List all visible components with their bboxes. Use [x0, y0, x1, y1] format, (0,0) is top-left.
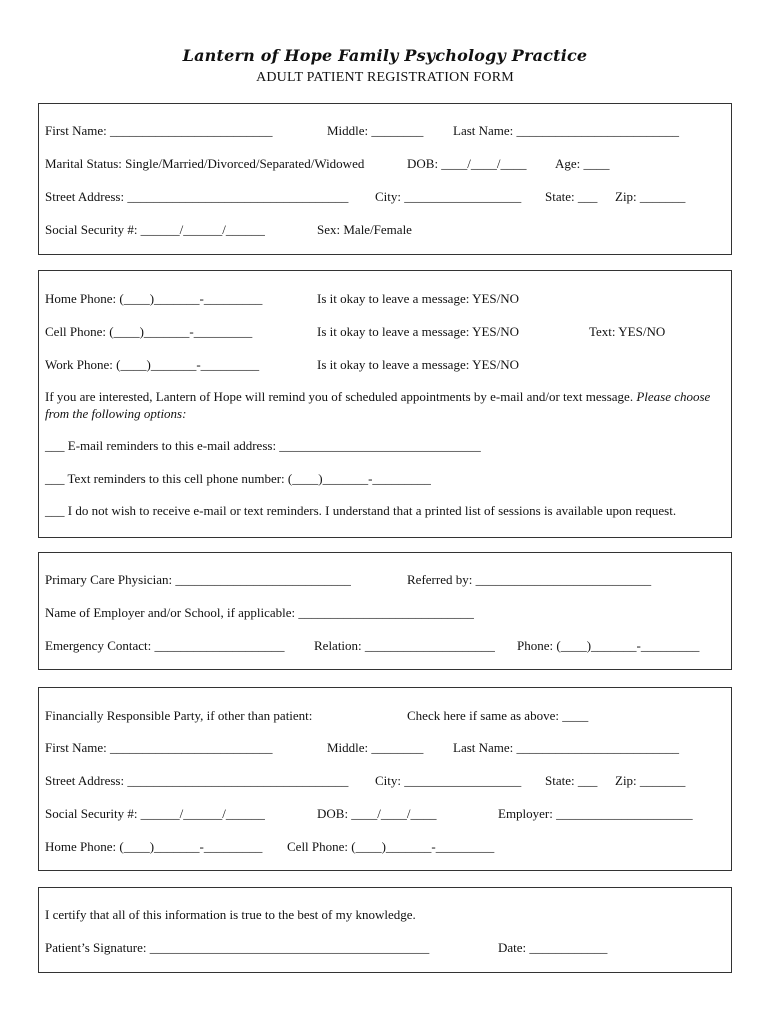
signature-date-field[interactable]: Date: ____________ [498, 940, 608, 955]
financial-middle-name-field[interactable]: Middle: ________ [327, 740, 424, 755]
financial-home-phone-field[interactable]: Home Phone: (____)_______-_________ [45, 839, 263, 854]
city-field[interactable]: City: __________________ [375, 189, 522, 204]
first-name-field[interactable]: First Name: _________________________ [45, 123, 273, 138]
street-address-field[interactable]: Street Address: __________________________________ [45, 189, 349, 204]
reminder-intro [45, 388, 717, 422]
financial-state-field[interactable]: State: ___ [545, 773, 598, 788]
age-field[interactable]: Age: ____ [555, 156, 610, 171]
text-reminder-option[interactable]: ___ Text reminders to this cell phone number: (____)_______-_________ [45, 471, 431, 486]
employer-school-field[interactable]: Name of Employer and/or School, if applicable: ___________________________ [45, 605, 474, 620]
financial-street-field[interactable]: Street Address: __________________________________ [45, 773, 349, 788]
financial-last-name-field[interactable]: Last Name: _________________________ [453, 740, 680, 755]
financial-dob-field[interactable]: DOB: ____/____/____ [317, 806, 437, 821]
home-phone-field[interactable]: Home Phone: (____)_______-_________ [45, 291, 263, 306]
zip-field[interactable]: Zip: _______ [615, 189, 686, 204]
same-as-above-checkbox[interactable]: Check here if same as above: ____ [407, 708, 589, 723]
cell-message-option[interactable]: Is it okay to leave a message: YES/NO [317, 324, 520, 339]
reminder-intro-text: If you are interested, Lantern of Hope will remind you of scheduled appointments by e-mail and/or text message. [45, 389, 634, 404]
financial-first-name-field[interactable]: First Name: _________________________ [45, 740, 273, 755]
financial-cell-phone-field[interactable]: Cell Phone: (____)_______-_________ [287, 839, 495, 854]
last-name-field[interactable]: Last Name: _________________________ [453, 123, 680, 138]
email-reminder-option[interactable]: ___ E-mail reminders to this e-mail address: _______________________________ [45, 438, 481, 453]
physician-field[interactable]: Primary Care Physician: ___________________________ [45, 572, 351, 587]
certification-section [38, 887, 732, 973]
marital-status-field[interactable]: Marital Status: Single/Married/Divorced/Separated/Widowed [45, 156, 365, 171]
practice-name: Lantern of Hope Family Psychology Practice [182, 46, 588, 65]
financial-city-field[interactable]: City: __________________ [375, 773, 522, 788]
ssn-field[interactable]: Social Security #: ______/______/______ [45, 222, 265, 237]
patient-info-section [38, 103, 732, 255]
sex-field[interactable]: Sex: Male/Female [317, 222, 412, 237]
home-message-option[interactable]: Is it okay to leave a message: YES/NO [317, 291, 520, 306]
certification-statement: I certify that all of this information is true to the best of my knowledge. [45, 907, 416, 922]
contact-section [38, 270, 732, 538]
cell-phone-field[interactable]: Cell Phone: (____)_______-_________ [45, 324, 253, 339]
state-field[interactable]: State: ___ [545, 189, 598, 204]
responsible-party-label: Financially Responsible Party, if other than patient: [45, 708, 313, 723]
referred-by-field[interactable]: Referred by: ___________________________ [407, 572, 652, 587]
middle-name-field[interactable]: Middle: ________ [327, 123, 424, 138]
emergency-contact-field[interactable]: Emergency Contact: ____________________ [45, 638, 285, 653]
work-message-option[interactable]: Is it okay to leave a message: YES/NO [317, 357, 520, 372]
no-reminder-option[interactable]: ___ I do not wish to receive e-mail or text reminders. I understand that a printed list of sessions is available upon request. [45, 503, 677, 518]
financial-zip-field[interactable]: Zip: _______ [615, 773, 686, 788]
cell-text-option[interactable]: Text: YES/NO [589, 324, 666, 339]
relation-field[interactable]: Relation: ____________________ [314, 638, 495, 653]
work-phone-field[interactable]: Work Phone: (____)_______-_________ [45, 357, 260, 372]
emergency-phone-field[interactable]: Phone: (____)_______-_________ [517, 638, 700, 653]
financial-section [38, 687, 732, 871]
patient-signature-field[interactable]: Patient’s Signature: ___________________________________________ [45, 940, 430, 955]
form-title: ADULT PATIENT REGISTRATION FORM [256, 70, 514, 85]
reminder-intro-instruction: Please choose from the following options: [45, 389, 711, 421]
financial-employer-field[interactable]: Employer: _____________________ [498, 806, 693, 821]
financial-ssn-field[interactable]: Social Security #: ______/______/______ [45, 806, 265, 821]
dob-field[interactable]: DOB: ____/____/____ [407, 156, 527, 171]
care-section [38, 552, 732, 670]
